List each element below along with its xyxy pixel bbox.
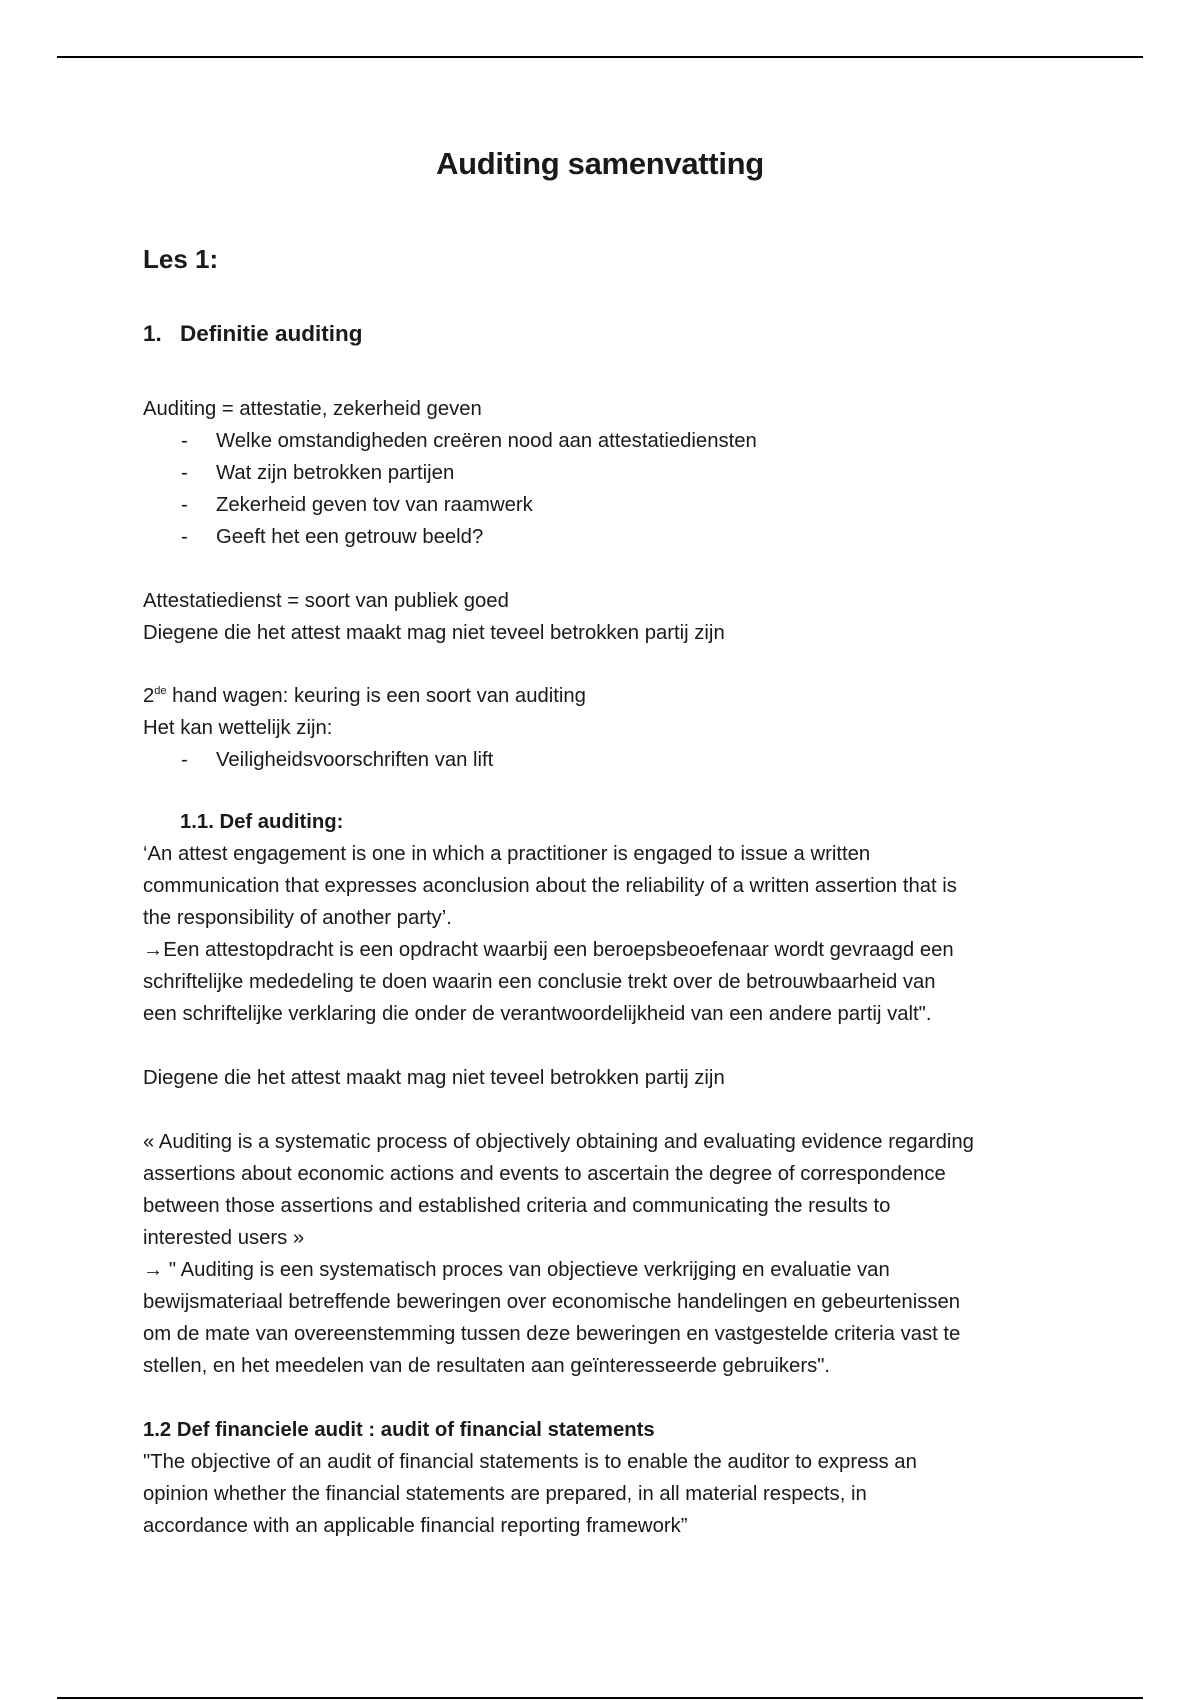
paragraph-line: ‘An attest engagement is one in which a practitioner is engaged to issue a written bbox=[143, 843, 871, 865]
intro-line: Auditing = attestatie, zekerheid geven bbox=[143, 398, 482, 420]
paragraph-line: opinion whether the financial statements are prepared, in all material respects, in bbox=[143, 1483, 867, 1505]
paragraph-line: the responsibility of another party’. bbox=[143, 907, 452, 929]
section-label: Definitie auditing bbox=[180, 321, 363, 346]
subsection-heading-1-2: 1.2 Def financiele audit : audit of financial statements bbox=[143, 1419, 655, 1441]
paragraph-line: interested users » bbox=[143, 1227, 305, 1249]
paragraph-line: stellen, en het meedelen van de resultaten aan geïnteresseerde gebruikers". bbox=[143, 1355, 831, 1377]
subsection-heading-1-1: 1.1. Def auditing: bbox=[180, 811, 344, 833]
footer-rule bbox=[57, 1697, 1143, 1699]
paragraph-line: om de mate van overeenstemming tussen deze beweringen en vastgestelde criteria vast te bbox=[143, 1323, 961, 1345]
paragraph-line: between those assertions and established criteria and communicating the results to bbox=[143, 1195, 891, 1217]
paragraph-line: "The objective of an audit of financial statements is to enable the auditor to express an bbox=[143, 1451, 917, 1473]
paragraph-line: bewijsmateriaal betreffende beweringen over economische handelingen en gebeurtenissen bbox=[143, 1291, 961, 1313]
paragraph-line: → " Auditing is een systematisch proces van objectieve verkrijging en evaluatie van bbox=[143, 1259, 890, 1281]
paragraph-line: assertions about economic actions and events to ascertain the degree of correspondence bbox=[143, 1163, 946, 1185]
section-number: 1. bbox=[143, 321, 162, 346]
paragraph-line: communication that expresses aconclusion about the reliability of a written assertion that is bbox=[143, 875, 957, 897]
lesson-heading: Les 1: bbox=[143, 244, 219, 274]
paragraph-line: 2de hand wagen: keuring is een soort van auditing bbox=[143, 685, 586, 707]
paragraph-line: →Een attestopdracht is een opdracht waarbij een beroepsbeoefenaar wordt gevraagd een bbox=[143, 939, 954, 961]
paragraph-line: accordance with an applicable financial reporting framework” bbox=[143, 1515, 688, 1537]
paragraph-line: « Auditing is a systematic process of objectively obtaining and evaluating evidence regarding bbox=[143, 1131, 974, 1153]
document-title: Auditing samenvatting bbox=[436, 146, 764, 181]
header-rule bbox=[57, 56, 1143, 58]
paragraph-line: Attestatiedienst = soort van publiek goed bbox=[143, 590, 509, 612]
paragraph-line: Diegene die het attest maakt mag niet teveel betrokken partij zijn bbox=[143, 622, 725, 644]
paragraph-line: Het kan wettelijk zijn: bbox=[143, 717, 333, 739]
section-heading-1 bbox=[143, 321, 363, 347]
paragraph-line: een schriftelijke verklaring die onder de verantwoordelijkheid van een andere partij valt". bbox=[143, 1003, 932, 1025]
paragraph-line: Diegene die het attest maakt mag niet teveel betrokken partij zijn bbox=[143, 1067, 725, 1089]
paragraph-line: schriftelijke mededeling te doen waarin een conclusie trekt over de betrouwbaarheid van bbox=[143, 971, 936, 993]
